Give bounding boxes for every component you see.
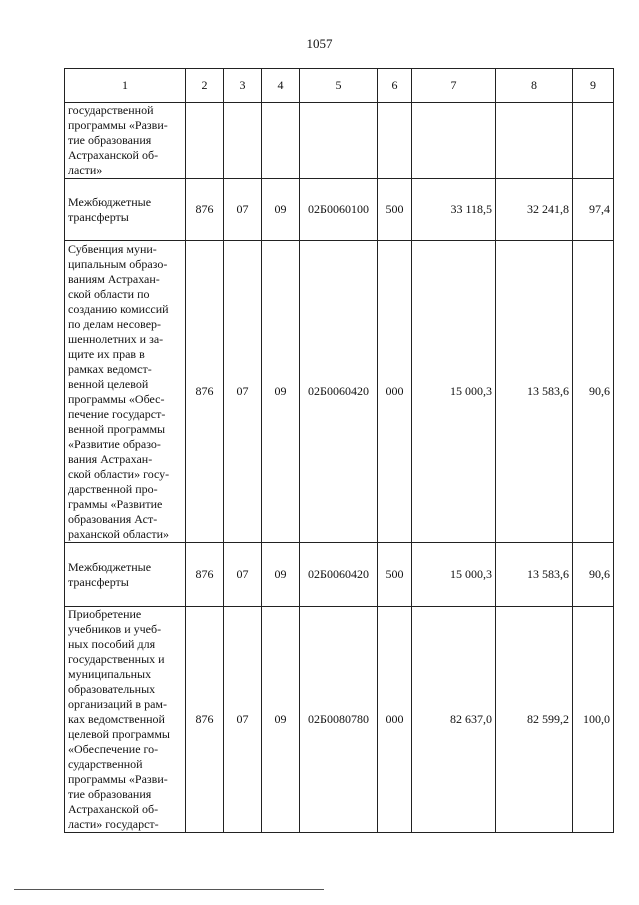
footer-rule (14, 889, 324, 890)
row-label-line: дарственной про- (68, 481, 158, 496)
table-cell: 13 583,6 (496, 543, 573, 607)
row-label-line: граммы «Развитие (68, 496, 163, 511)
table-cell: 100,0 (573, 607, 614, 833)
table-cell (496, 103, 573, 179)
row-label-line: Межбюджетные (68, 559, 152, 574)
table-cell: 876 (186, 543, 224, 607)
table-cell: 02Б0080780 (300, 607, 378, 833)
page-number: 1057 (306, 36, 333, 51)
table-cell: 500 (378, 179, 412, 241)
row-label-line: образовательных (68, 682, 156, 696)
row-label-line: программы «Разви- (68, 772, 168, 786)
table-cell: 90,6 (573, 241, 614, 543)
table-cell: 90,6 (573, 543, 614, 607)
row-label-line: Приобретение (68, 607, 142, 621)
table-cell: 000 (378, 607, 412, 833)
column-header: 7 (412, 69, 496, 103)
table-row (65, 607, 614, 833)
row-label-line: шеннолетних и за- (68, 331, 164, 346)
table-cell: 07 (224, 179, 262, 241)
row-label-line: тие образования (68, 787, 152, 801)
row-label (65, 179, 186, 241)
column-header: 3 (224, 69, 262, 103)
table-cell: 09 (262, 543, 300, 607)
row-label-line: ской области по (68, 286, 150, 301)
table-row (65, 179, 614, 241)
row-label-line: ской области» госу- (68, 466, 170, 481)
table-cell (412, 103, 496, 179)
table-cell (573, 103, 614, 179)
row-label-line: Астраханской об- (68, 802, 159, 816)
row-label-line: трансферты (68, 574, 129, 589)
table-cell: 876 (186, 607, 224, 833)
table-cell: 32 241,8 (496, 179, 573, 241)
table-cell: 09 (262, 241, 300, 543)
row-label-line: ках ведомственной (68, 712, 165, 726)
row-label-line: «Обеспечение го- (68, 742, 159, 756)
table-row (65, 241, 614, 543)
table-cell: 15 000,3 (412, 241, 496, 543)
row-label-line: по делам несовер- (68, 316, 162, 331)
table-cell (186, 103, 224, 179)
table-cell: 82 599,2 (496, 607, 573, 833)
column-header: 4 (262, 69, 300, 103)
row-label-line: раханской области» (68, 526, 169, 541)
table-cell: 876 (186, 179, 224, 241)
table-cell: 02Б0060420 (300, 241, 378, 543)
table-cell: 82 637,0 (412, 607, 496, 833)
table-cell: 07 (224, 241, 262, 543)
row-label-line: тие образования (68, 133, 152, 147)
table-cell: 15 000,3 (412, 543, 496, 607)
table-cell: 13 583,6 (496, 241, 573, 543)
header-row (65, 69, 614, 103)
column-header: 2 (186, 69, 224, 103)
table-cell: 07 (224, 543, 262, 607)
table-cell: 07 (224, 607, 262, 833)
row-label-line: ваниям Астрахан- (68, 271, 160, 286)
table-cell: 500 (378, 543, 412, 607)
row-label-line: государственной (68, 103, 154, 117)
table-row (65, 543, 614, 607)
row-label-line: сударственной (68, 757, 143, 771)
row-label-line: Астраханской об- (68, 148, 159, 162)
row-label-line: государственных и (68, 652, 165, 666)
column-header: 9 (573, 69, 614, 103)
row-label-line: ласти» государст- (68, 817, 159, 831)
table-cell (300, 103, 378, 179)
row-label-line: целевой программы (68, 727, 170, 741)
row-label-line: щите их прав в (68, 346, 145, 361)
row-label-line: Субвенция муни- (68, 241, 157, 256)
table-cell: 02Б0060420 (300, 543, 378, 607)
row-label-line: муниципальных (68, 667, 152, 681)
budget-table (64, 68, 614, 833)
table-cell: 02Б0060100 (300, 179, 378, 241)
table-cell (378, 103, 412, 179)
table-cell: 09 (262, 607, 300, 833)
row-label-line: программы «Разви- (68, 118, 168, 132)
row-label-line: организаций в рам- (68, 697, 168, 711)
row-label (65, 607, 186, 833)
table-cell: 876 (186, 241, 224, 543)
row-label (65, 103, 186, 179)
column-header: 1 (65, 69, 186, 103)
table-cell (262, 103, 300, 179)
table-cell: 000 (378, 241, 412, 543)
row-label-line: «Развитие образо- (68, 436, 161, 451)
table-cell: 97,4 (573, 179, 614, 241)
row-label (65, 543, 186, 607)
row-label-line: трансферты (68, 209, 129, 224)
table-cell (224, 103, 262, 179)
row-label-line: ципальным образо- (68, 256, 168, 271)
row-label-line: программы «Обес- (68, 391, 165, 406)
column-header: 5 (300, 69, 378, 103)
row-label-line: печение государст- (68, 406, 166, 421)
column-header: 6 (378, 69, 412, 103)
row-label (65, 241, 186, 543)
row-label-line: венной программы (68, 421, 166, 436)
column-header: 8 (496, 69, 573, 103)
row-label-line: ных пособий для (68, 637, 156, 651)
row-label-line: учебников и учеб- (68, 622, 162, 636)
row-label-line: Межбюджетные (68, 194, 152, 209)
row-label-line: ласти» (68, 163, 103, 177)
row-label-line: образования Аст- (68, 511, 158, 526)
table-row (65, 103, 614, 179)
row-label-line: венной целевой (68, 376, 149, 391)
row-label-line: рамках ведомст- (68, 361, 152, 376)
row-label-line: вания Астрахан- (68, 451, 153, 466)
table-cell: 33 118,5 (412, 179, 496, 241)
row-label-line: созданию комиссий (68, 301, 169, 316)
table-cell: 09 (262, 179, 300, 241)
